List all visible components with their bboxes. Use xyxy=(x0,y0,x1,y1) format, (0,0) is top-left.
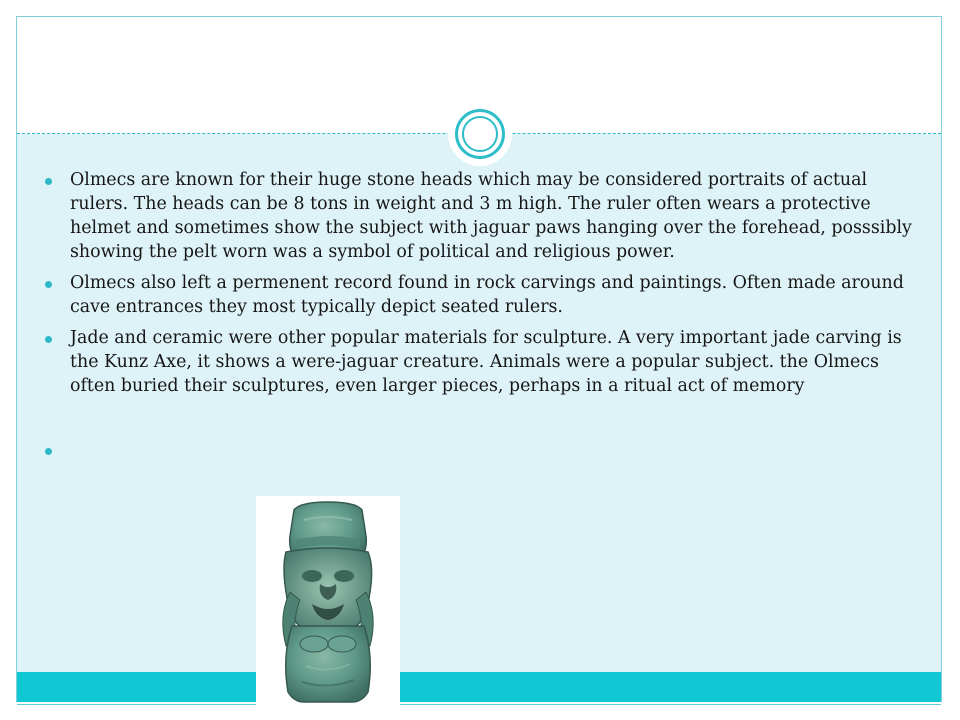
bullet-list xyxy=(44,168,924,469)
bullet-item xyxy=(44,168,924,264)
bullet-text: Olmecs also left a permenent record found in rock carvings and paintings. Often made around cave entrances they most typically depict seated rulers. xyxy=(70,273,904,317)
bullet-text: Jade and ceramic were other popular materials for sculpture. A very important jade carving is the Kunz Axe, it shows a were-jaguar creature. Animals were a popular subject. the Olmecs often buried their sculptures, even larger pieces, perhaps in a ritual act of memory xyxy=(70,328,902,396)
jade-carving-image xyxy=(256,496,400,708)
bullet-item xyxy=(44,326,924,398)
jade-carving-illustration xyxy=(256,496,400,708)
bullet-item xyxy=(44,271,924,319)
footer-line xyxy=(17,704,941,705)
bullet-item-empty xyxy=(44,438,924,462)
bullet-text: Olmecs are known for their huge stone heads which may be considered portraits of actual rulers. The heads can be 8 tons in weight and 3 m high. The ruler often wears a protective helmet and sometimes show the subject with jaguar paws hanging over the forehead, posssibly showing the pelt worn was a symbol of political and religious power. xyxy=(70,170,912,262)
bullet-dot-icon xyxy=(45,178,52,185)
bullet-dot-icon xyxy=(45,448,52,455)
decorative-ring-inner xyxy=(462,116,498,152)
bullet-dot-icon xyxy=(45,336,52,343)
footer-bar xyxy=(17,672,941,702)
bullet-dot-icon xyxy=(45,281,52,288)
